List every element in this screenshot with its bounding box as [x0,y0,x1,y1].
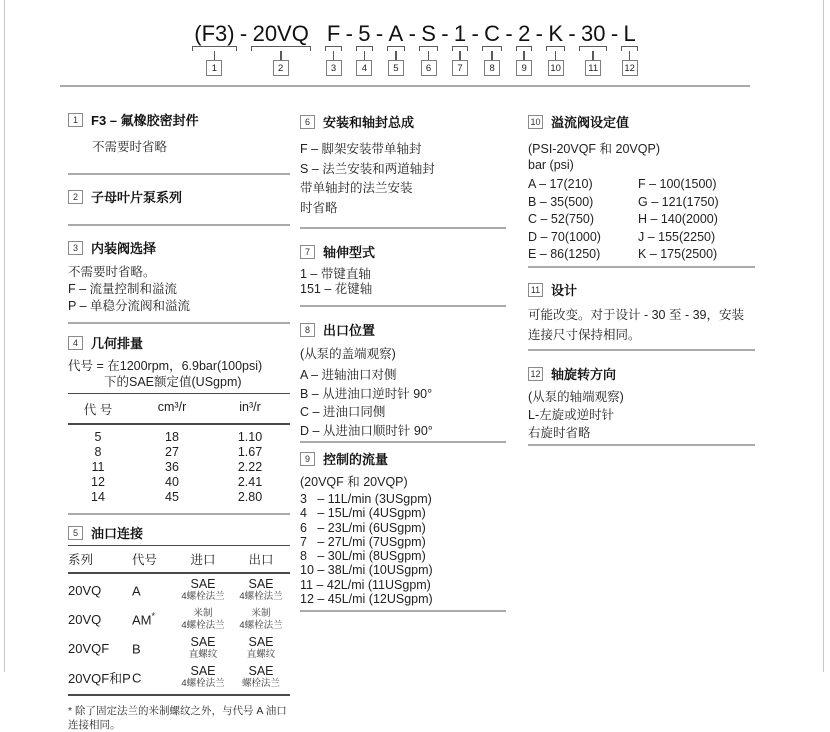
table-row [68,475,290,490]
section-12-title: 轴旋转方向 [551,367,617,382]
cell-code: A [132,583,141,599]
table-rule [68,694,290,696]
segment-number-box: 1 [206,60,222,76]
column-header: 代号 [132,553,158,567]
model-code-segment [325,22,342,76]
cell-series: 20VQF和P [68,670,131,686]
option-line: P – 单稳分流阀和溢流 [68,299,191,313]
pressure-item: A – 17(210) [528,177,593,191]
cell-code: 14 [91,490,105,504]
segment-separator: - [239,21,248,46]
table-row [68,445,290,460]
segment-text: 1 [453,21,467,46]
segment-number-box: 11 [585,60,601,76]
section-divider [300,441,506,443]
displacement-table-header [68,394,290,423]
pressure-item: D – 70(1000) [528,229,601,244]
segment-text: C [484,21,501,46]
section-11-body [528,305,755,345]
section-divider [68,173,290,175]
segment-stem [491,51,493,60]
option-line: 不需要时省略。 [68,265,156,279]
section-divider [68,224,290,226]
cell-code: C [132,670,142,686]
header-divider [60,85,750,87]
section-9-body [300,492,506,606]
rotation-line: 右旋时省略 [528,426,591,440]
section-1-note: 不需要时省略 [92,140,168,154]
model-code-block [0,22,830,76]
segment-stem [592,51,594,60]
pressure-item: C – 52(750) [528,212,595,226]
cell-cm3: 45 [165,490,179,504]
option-line: D – 从进油口顺时针 90° [300,423,433,438]
section-5-header [68,523,290,542]
section-1-number-box: 1 [68,113,83,127]
model-code-segment [579,22,607,76]
port-table-body [68,578,290,689]
column-header: cm³/r [157,400,187,414]
segment-separator: - [568,21,576,46]
column-header: 出口 [248,553,274,567]
segment-separator: - [535,21,543,46]
option-line: 151 – 花键轴 [300,282,373,296]
cell-code: AM* [132,610,156,628]
model-code-segment [251,22,311,76]
segment-text: (F3) [194,21,235,46]
section-5-number-box: 5 [68,526,83,540]
section-divider [528,266,755,268]
segment-separator: - [345,21,353,46]
cell-code: 5 [94,430,102,444]
cell-code: B [132,641,141,657]
section-2-number-box: 2 [68,190,83,204]
cell-outlet: SAE 4螺栓法兰 [239,577,283,602]
section-6-number-box: 6 [300,115,315,129]
section-11-title: 设计 [551,283,578,298]
cell-outlet: SAE 直螺纹 [246,635,276,660]
model-code-segment [482,22,502,76]
option-line: 时省略 [300,200,338,215]
section-12-body [528,388,755,442]
section-2-header [68,187,290,206]
cell-inlet: SAE 4螺栓法兰 [181,577,225,602]
section-10-unit: bar (psi) [528,158,574,172]
cell-in3: 1.10 [237,430,263,444]
model-code-segment [516,22,532,76]
segment-text: L [623,21,636,46]
section-6-body [300,140,506,218]
section-9-note: (20VQF 和 20VQP) [300,475,408,489]
section-divider [300,227,506,229]
option-line: F – 脚架安装带单轴封 [300,142,422,156]
pressure-item: E – 86(1250) [528,247,601,261]
section-8-note: (从泵的盖端观察) [300,347,396,361]
model-code-segment [387,22,406,76]
segment-number-box: 7 [452,60,468,76]
segment-stem [364,51,366,60]
cell-in3: 1.67 [237,445,263,459]
cell-in3: 2.41 [237,475,263,489]
segment-stem [280,51,282,60]
pressure-item: G – 121(1750) [638,194,719,209]
table-rule [68,572,290,574]
cell-in3: 2.22 [237,460,263,474]
page-border-right [823,0,824,672]
section-12-header [528,364,755,383]
section-11-header [528,280,755,299]
cell-inlet: SAE 直螺纹 [188,635,218,660]
segment-number-box: 8 [484,60,500,76]
section-2-title: 子母叶片泵系列 [91,190,183,205]
section-10-title: 溢流阀设定值 [551,115,630,130]
segment-text: S [421,21,436,46]
section-10-number-box: 10 [528,115,543,129]
section-1-title: F3 – 氟橡胶密封件 [91,113,199,128]
model-code-segment [356,22,372,76]
flow-line: 10 – 38L/mi (10USgpm) [300,563,433,578]
design-note-line: 连接尺寸保持相同。 [528,328,641,342]
flow-line: 7 – 27L/mi (7USgpm) [300,534,426,549]
segment-number-box: 2 [273,60,289,76]
segment-number-box: 10 [548,60,564,76]
cell-code: 11 [91,460,105,474]
section-9-number-box: 9 [300,452,315,466]
table-row [68,490,290,505]
pressure-item: K – 175(2500) [638,247,718,261]
option-line: C – 进油口同侧 [300,405,386,419]
table-row [68,460,290,475]
section-3-header [68,238,290,257]
section-3-number-box: 3 [68,241,83,255]
flow-line: 4 – 15L/mi (4USgpm) [300,506,426,521]
section-12-number-box: 12 [528,367,543,381]
segment-stem [555,51,557,60]
section-divider [68,513,290,515]
flow-line: 12 – 45L/mi (12USgpm) [300,592,433,607]
section-5-title: 油口连接 [91,526,144,541]
section-10-header [528,112,755,131]
segment-stem [395,51,397,60]
port-table-footnote: * 除了固定法兰的米制螺纹之外，与代号 A 油口 连接相同。 [68,705,287,731]
model-code-segment [452,22,468,76]
column-1 [68,108,290,732]
segment-text: 30 [581,21,606,46]
column-header: in³/r [239,400,261,414]
segment-text: 2 [518,21,531,46]
option-line: B – 从进油口逆时针 90° [300,386,433,401]
model-code-segment [192,22,236,76]
cell-series: 20VQF [68,640,110,656]
segment-number-box: 5 [388,60,404,76]
segment-text: 5 [358,21,371,46]
section-10-note: (PSI-20VQF 和 20VQP) [528,142,660,156]
displacement-table-body [68,430,290,505]
cell-inlet: SAE 4螺栓法兰 [181,664,225,689]
column-3 [528,112,755,446]
segment-number-box: 4 [356,60,372,76]
cell-cm3: 40 [165,475,179,489]
cell-outlet: 米制 4螺栓法兰 [239,608,283,631]
section-divider [528,349,755,351]
section-9-header [300,449,506,468]
section-6-title: 安装和轴封总成 [323,115,415,130]
segment-number-box: 9 [516,60,532,76]
column-header: 系列 [68,553,94,567]
section-7-header [300,242,506,261]
section-11-number-box: 11 [528,283,543,297]
page-border-left [4,0,5,672]
section-divider [68,322,290,324]
column-header: 进口 [190,553,216,567]
segment-stem [523,51,525,60]
option-line: S – 法兰安装和两道轴封 [300,161,435,176]
segment-text: K [548,21,563,46]
option-line: F – 流量控制和溢流 [68,282,178,296]
displacement-desc: 下的SAE额定值(USgpm) [104,375,242,389]
column-header: 代 号 [83,403,113,417]
section-7-title: 轴伸型式 [323,245,376,260]
segment-stem [428,51,430,60]
cell-inlet: 米制 4螺栓法兰 [181,608,225,631]
section-divider [528,444,755,446]
cell-cm3: 18 [165,430,179,444]
segment-stem [629,51,631,60]
segment-separator: - [505,21,513,46]
section-3-title: 内装阀选择 [91,241,157,256]
cell-code: 8 [94,445,102,459]
segment-separator: - [471,21,479,46]
pressure-item: B – 35(500) [528,194,594,209]
segment-text: 20VQ [252,21,309,46]
segment-number-box: 6 [421,60,437,76]
segment-separator: - [441,21,449,46]
model-code-segment [419,22,438,76]
section-8-body [300,366,506,440]
rotation-note: (从泵的轴端观察) [528,390,624,404]
model-code-segment [546,22,565,76]
segment-stem [459,51,461,60]
section-8-number-box: 8 [300,323,315,337]
section-7-number-box: 7 [300,245,315,259]
segment-separator: - [408,21,416,46]
cell-cm3: 36 [165,460,179,474]
pressure-item: J – 155(2250) [638,229,716,244]
model-code-row [192,22,637,76]
pressure-item: H – 140(2000) [638,212,718,226]
port-table-header [68,546,290,572]
cell-code: 12 [91,475,105,489]
table-rule [68,423,290,425]
segment-separator: - [610,21,619,46]
segment-text: A [388,21,404,46]
segment-number-box: 12 [622,60,638,76]
option-line: A – 进轴油口对侧 [300,368,397,382]
flow-line: 3 – 11L/min (3USgpm) [300,492,432,506]
section-3-body [68,264,290,315]
section-divider [300,305,506,307]
table-row [68,430,290,445]
section-divider [300,610,506,612]
option-line: 带单轴封的法兰安装 [300,181,413,195]
cell-cm3: 27 [165,445,179,459]
section-9-title: 控制的流量 [323,452,389,467]
rotation-line: L-左旋或逆时针 [528,408,615,422]
section-1-header [68,110,290,129]
cell-series: 20VQ [68,582,102,598]
segment-stem [214,51,216,60]
segment-text: F [326,21,341,46]
flow-line: 6 – 23L/mi (6USgpm) [300,520,426,535]
section-8-header [300,320,506,339]
model-code-segment [621,22,637,76]
displacement-desc: 代号 = 在1200rpm，6.9bar(100psi) [68,359,263,373]
pressure-item: F – 100(1500) [638,177,717,191]
section-8-title: 出口位置 [323,323,376,338]
segment-number-box: 3 [326,60,342,76]
section-4-title: 几何排量 [91,336,144,351]
section-7-body [300,267,506,297]
section-4-number-box: 4 [68,336,83,350]
cell-in3: 2.80 [237,490,263,504]
pressure-settings-list [528,177,755,261]
section-4-header [68,333,290,352]
flow-line: 11 – 42L/mi (11USgpm) [300,577,431,592]
section-6-header [300,112,506,131]
segment-separator: - [375,21,384,46]
cell-outlet: SAE 螺栓法兰 [241,664,280,689]
cell-series: 20VQ [68,611,102,627]
column-2 [300,112,506,612]
flow-line: 8 – 30L/mi (8USgpm) [300,549,426,564]
option-line: 1 – 带键直轴 [300,267,371,281]
segment-stem [333,51,335,60]
design-note-line: 可能改变。对于设计 - 30 至 - 39，安装 [528,308,744,322]
